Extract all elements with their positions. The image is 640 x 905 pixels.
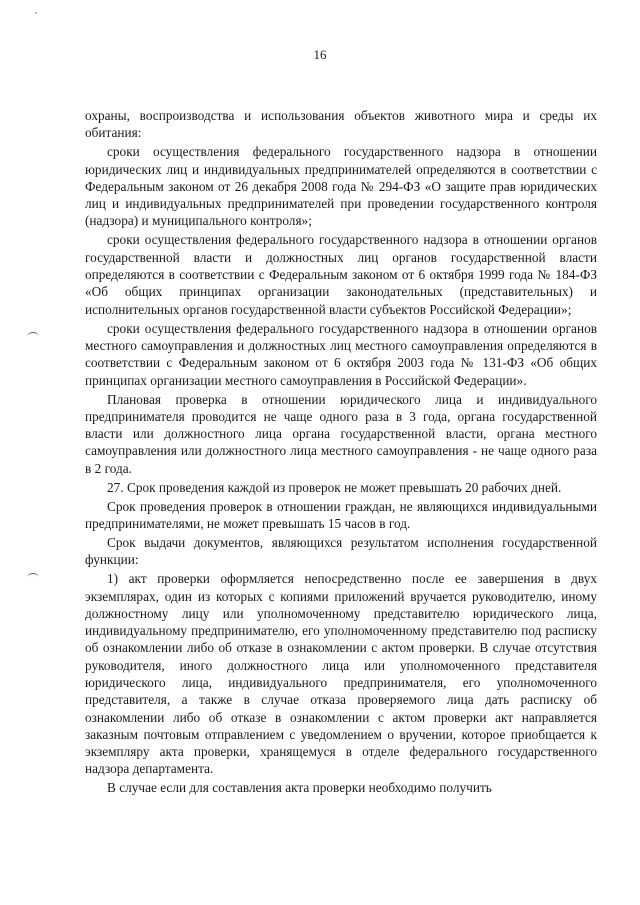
paragraph: охраны, воспроизводства и использования объектов животного мира и среды их обитания: (85, 108, 597, 141)
margin-mark (27, 573, 39, 582)
paragraph: Срок выдачи документов, являющихся результатом исполнения государственной функции: (85, 534, 597, 568)
paragraph: сроки осуществления федерального государственного надзора в отношении органов государственной власти и должностных лиц органов государственной власти определяются в соответствии с Федеральным законом от 6 октября 1999 года № 184-ФЗ «Об общих принципах организации законодательных (представительных) и исполнительных органов государственной власти субъектов Российской Федерации»; (85, 232, 597, 317)
document-body (85, 107, 597, 798)
paragraph: 27. Срок проведения каждой из проверок не может превышать 20 рабочих дней. (107, 479, 562, 495)
scan-artifact (35, 12, 37, 14)
paragraph: Плановая проверка в отношении юридического лица и индивидуального предпринимателя проводится не чаще одного раза в 3 года, органа государственной власти или должностного лица органа государственной власти, органа местного самоуправления или должностного лица местного самоуправления - не чаще одного раза в 2 года. (85, 391, 597, 476)
paragraph: сроки осуществления федерального государственного надзора в отношении юридических лиц и индивидуальных предпринимателей определяются в соответствии с Федеральным законом от 26 декабря 2008 года № 294-ФЗ «О защите прав юридических лиц и индивидуальных предпринимателей при проведении государственного контроля (надзора) и муниципального контроля»; (85, 144, 597, 229)
page-number: 16 (313, 47, 327, 62)
paragraph: 1) акт проверки оформляется непосредственно после ее завершения в двух экземплярах, один из которых с копиями приложений вручается руководителю, иному должностному лицу или уполномоченному представителю юридического лица, индивидуальному предпринимателю, его уполномоченному представителю под расписку об ознакомлении либо об отказе в ознакомлении с актом проверки. В случае отсутствия руководителя, иного должностного лица или уполномоченного представителя юридического лица, индивидуального предпринимателя, его уполномоченного представителя, а также в случае отказа проверяемого лица дать расписку об ознакомлении либо об отказе в ознакомлении с актом проверки акт направляется заказным почтовым отправлением с уведомлением о вручении, которое приобщается к экземпляру акта проверки, хранящемуся в отделе федерального государственного надзора департамента. (85, 571, 597, 777)
margin-mark (27, 332, 39, 341)
paragraph: В случае если для составления акта проверки необходимо получить (107, 780, 492, 796)
paragraph: Срок проведения проверок в отношении граждан, не являющихся индивидуальными предпринимателями, не может превышать 15 часов в год. (85, 498, 597, 531)
paragraph: сроки осуществления федерального государственного надзора в отношении органов местного самоуправления и должностных лиц местного самоуправления определяются в соответствии с Федеральным законом от 6 октября 2003 года № 131-ФЗ «Об общих принципах организации местного самоуправления в Российской Федерации». (85, 320, 597, 388)
